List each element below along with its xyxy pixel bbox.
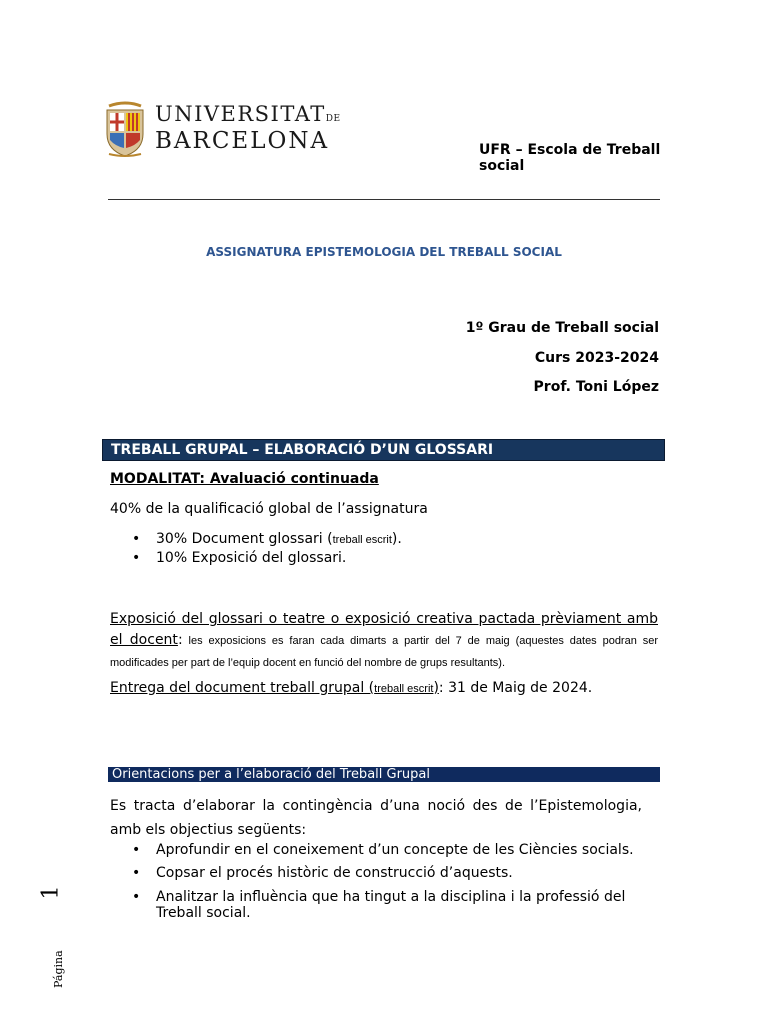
page-number (38, 880, 70, 988)
degree-line: 1º Grau de Treball social (465, 320, 659, 336)
university-name (155, 102, 341, 154)
university-line1: UNIVERSITAT (155, 102, 326, 126)
professor-name: Prof. Toni López (533, 379, 659, 395)
page-number-value: 1 (38, 885, 64, 900)
course-year: Curs 2023-2024 (534, 350, 659, 366)
delivery-line: Entrega del document treball grupal (treball escrit): 31 de Maig de 2024. (110, 680, 593, 696)
exposition-paragraph: Exposició del glossari o teatre o exposició creativa pactada prèviament amb el docent: les exposicions es faran cada dimarts a partir del 7 de maig (aquestes dates podran ser modificades per part de l’equip docent en funció del nombre de grups resultants). (110, 611, 659, 669)
university-de: DE (325, 114, 341, 124)
modality-line: MODALITAT: Avaluació continuada (110, 471, 379, 487)
university-line2: BARCELONA (155, 128, 330, 154)
bullet-icon: • (132, 889, 141, 905)
section-heading-guidelines: Orientacions per a l’elaboració del Treball Grupal (108, 767, 660, 782)
list-item: • Analitzar la influència que ha tingut a la disciplina i la professió del Treball social. (132, 889, 626, 921)
bullet-icon: • (132, 842, 141, 858)
exposition-lead: Exposició del glossari o teatre o exposició creativa pactada prèviament amb el docent (110, 611, 658, 648)
guidelines-intro: Es tracta d’elaborar la contingència d’una noció des de l’Epistemologia, amb els objectius següents: (110, 798, 642, 838)
bullet-icon: • (132, 550, 141, 566)
list-item: • 30% Document glossari (treball escrit). (132, 531, 402, 547)
header-divider (108, 199, 660, 200)
subject-title: ASSIGNATURA EPISTEMOLOGIA DEL TREBALL SOCIAL (206, 245, 562, 259)
bullet-icon: • (132, 865, 141, 881)
list-item: • Copsar el procés històric de construcció d’aquests. (132, 865, 513, 881)
exposition-detail: les exposicions es faran cada dimarts a partir del 7 de maig (aquestes dates podran ser modificades per part de l’equip docent en funció del nombre de grups resultants). (110, 635, 659, 669)
list-item: • Aprofundir en el coneixement d’un concepte de les Ciències socials. (132, 842, 634, 858)
list-item: • 10% Exposició del glossari. (132, 550, 347, 566)
weight-line: 40% de la qualificació global de l’assignatura (110, 501, 428, 517)
faculty-name: UFR – Escola de Treball social (479, 142, 661, 174)
university-crest-icon (103, 98, 147, 158)
bullet-icon: • (132, 531, 141, 547)
page-label: Página (52, 950, 65, 988)
section-heading-glossary: TREBALL GRUPAL – ELABORACIÓ D’UN GLOSSARI (102, 439, 665, 461)
